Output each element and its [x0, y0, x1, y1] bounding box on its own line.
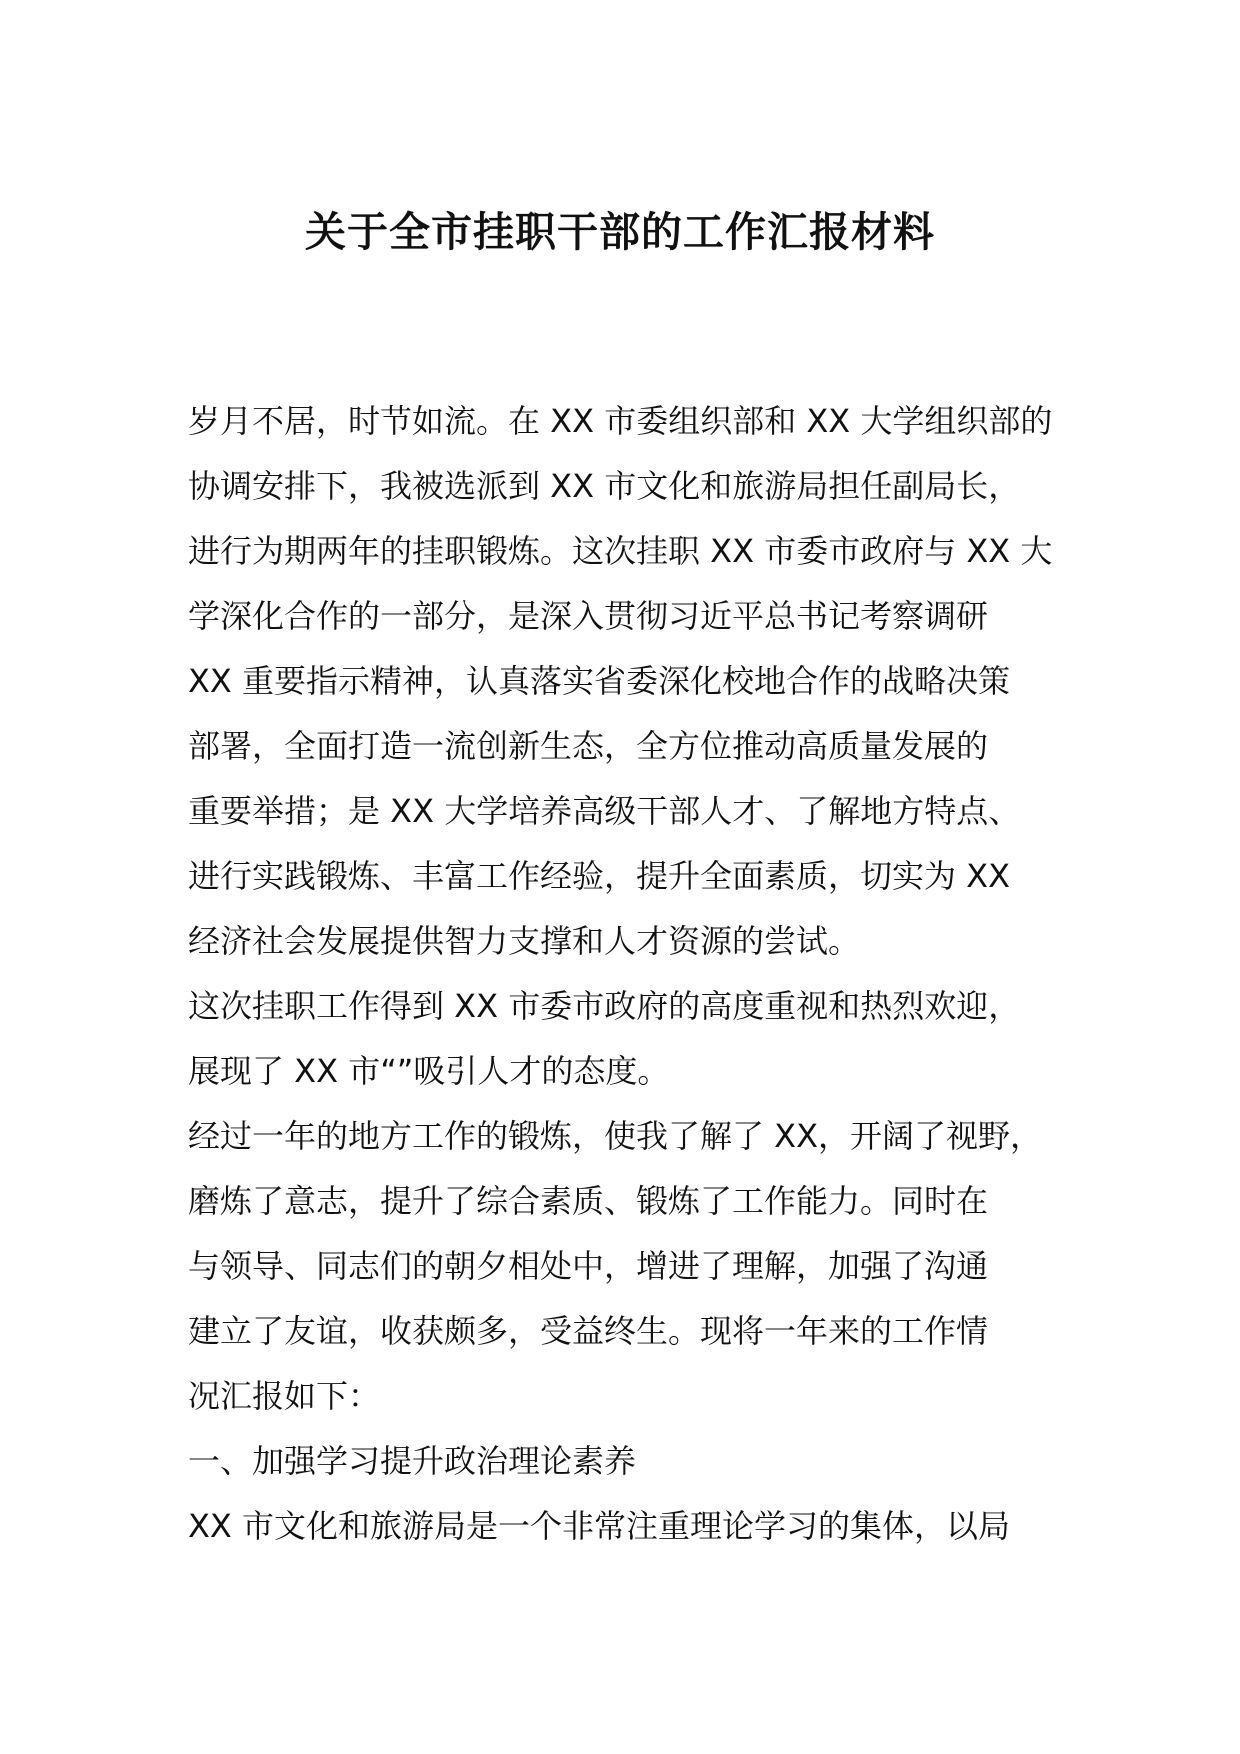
body-line: 进行实践锻炼、丰富工作经验，提升全面素质，切实为 XX: [188, 857, 1011, 895]
body-line: 况汇报如下：: [188, 1377, 381, 1415]
body-line: XX 市文化和旅游局是一个非常注重理论学习的集体，以局: [188, 1507, 1011, 1545]
body-line: 协调安排下，我被选派到 XX 市文化和旅游局担任副局长，: [188, 467, 1021, 505]
body-line: 展现了 XX 市“”吸引人才的态度。: [188, 1052, 670, 1090]
body-line: 这次挂职工作得到 XX 市委市政府的高度重视和热烈欢迎，: [188, 987, 1021, 1025]
body-line: 进行为期两年的挂职锻炼。这次挂职 XX 市委市政府与 XX 大: [188, 532, 1053, 570]
body-line: 经济社会发展提供智力支撑和人才资源的尝试。: [188, 922, 861, 960]
body-line: 重要举措；是 XX 大学培养高级干部人才、了解地方特点、: [188, 792, 1021, 830]
body-line: 与领导、同志们的朝夕相处中，增进了理解，加强了沟通: [188, 1247, 989, 1285]
body-line: 建立了友谊，收获颇多，受益终生。现将一年来的工作情: [188, 1312, 989, 1350]
body-line: 磨炼了意志，提升了综合素质、锻炼了工作能力。同时在: [188, 1182, 989, 1220]
document-body: [188, 389, 1088, 1559]
body-line: 岁月不居，时节如流。在 XX 市委组织部和 XX 大学组织部的: [188, 402, 1053, 440]
body-line: 学深化合作的一部分，是深入贯彻习近平总书记考察调研: [188, 597, 989, 635]
body-line: 经过一年的地方工作的锻炼，使我了解了 XX，开阔了视野，: [188, 1117, 1043, 1155]
body-line: 部署，全面打造一流创新生态，全方位推动高质量发展的: [188, 727, 989, 765]
body-line: XX 重要指示精神，认真落实省委深化校地合作的战略决策: [188, 662, 1011, 700]
document-title: 关于全市挂职干部的工作汇报材料: [305, 208, 935, 256]
section-heading: 一、加强学习提升政治理论素养: [188, 1442, 637, 1480]
